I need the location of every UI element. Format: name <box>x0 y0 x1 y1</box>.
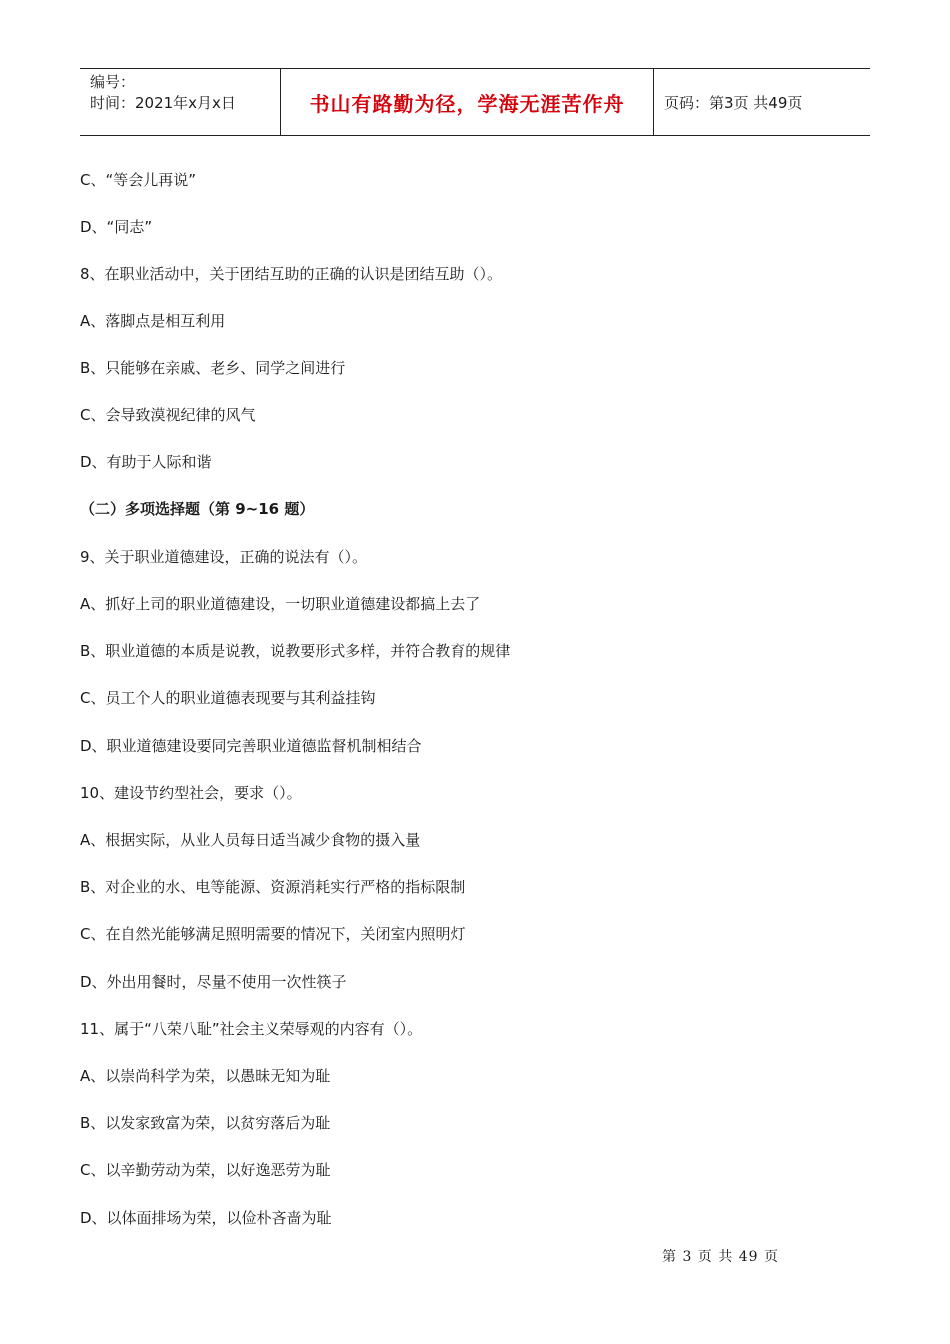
option-line: B、只能够在亲戚、老乡、同学之间进行 <box>80 359 346 377</box>
option-line: D、以体面排场为荣，以俭朴吝啬为耻 <box>80 1209 332 1227</box>
option-line: C、会导致漠视纪律的风气 <box>80 406 256 424</box>
header-page-cell <box>654 69 870 135</box>
question-line: 10、建设节约型社会，要求（）。 <box>80 784 302 802</box>
option-line: C、以辛勤劳动为荣，以好逸恶劳为耻 <box>80 1161 331 1179</box>
option-line: B、对企业的水、电等能源、资源消耗实行严格的指标限制 <box>80 878 466 896</box>
date-label: 时间：2021年x月x日 <box>90 94 236 112</box>
option-line: C、在自然光能够满足照明需要的情况下，关闭室内照明灯 <box>80 925 466 943</box>
option-line: D、外出用餐时，尽量不使用一次性筷子 <box>80 973 347 991</box>
page-info: 页码：第3页 共49页 <box>664 93 803 112</box>
question-line: 8、在职业活动中，关于团结互助的正确的认识是团结互助（）。 <box>80 265 503 283</box>
option-line: C、“等会儿再说” <box>80 171 197 189</box>
question-line: 11、属于“八荣八耻”社会主义荣辱观的内容有（）。 <box>80 1020 423 1038</box>
question-line: 9、关于职业道德建设，正确的说法有（）。 <box>80 548 368 566</box>
option-line: B、职业道德的本质是说教，说教要形式多样，并符合教育的规律 <box>80 642 511 660</box>
number-label: 编号： <box>90 73 136 91</box>
section-heading: （二）多项选择题（第 9~16 题） <box>80 500 315 518</box>
option-line: A、以崇尚科学为荣，以愚昧无知为耻 <box>80 1067 331 1085</box>
header-motto-cell <box>281 69 654 135</box>
motto-text: 书山有路勤为径，学海无涯苦作舟 <box>309 91 625 116</box>
option-line: A、根据实际，从业人员每日适当减少食物的摄入量 <box>80 831 421 849</box>
option-line: C、员工个人的职业道德表现要与其利益挂钩 <box>80 689 376 707</box>
option-line: D、“同志” <box>80 218 153 236</box>
option-line: D、职业道德建设要同完善职业道德监督机制相结合 <box>80 737 422 755</box>
page-footer: 第 3 页 共 49 页 <box>662 1249 779 1265</box>
option-line: D、有助于人际和谐 <box>80 453 212 471</box>
option-line: A、抓好上司的职业道德建设，一切职业道德建设都搞上去了 <box>80 595 481 613</box>
option-line: A、落脚点是相互利用 <box>80 312 226 330</box>
option-line: B、以发家致富为荣，以贫穷落后为耻 <box>80 1114 331 1132</box>
header-meta-cell <box>80 69 281 135</box>
page-header <box>80 68 870 136</box>
